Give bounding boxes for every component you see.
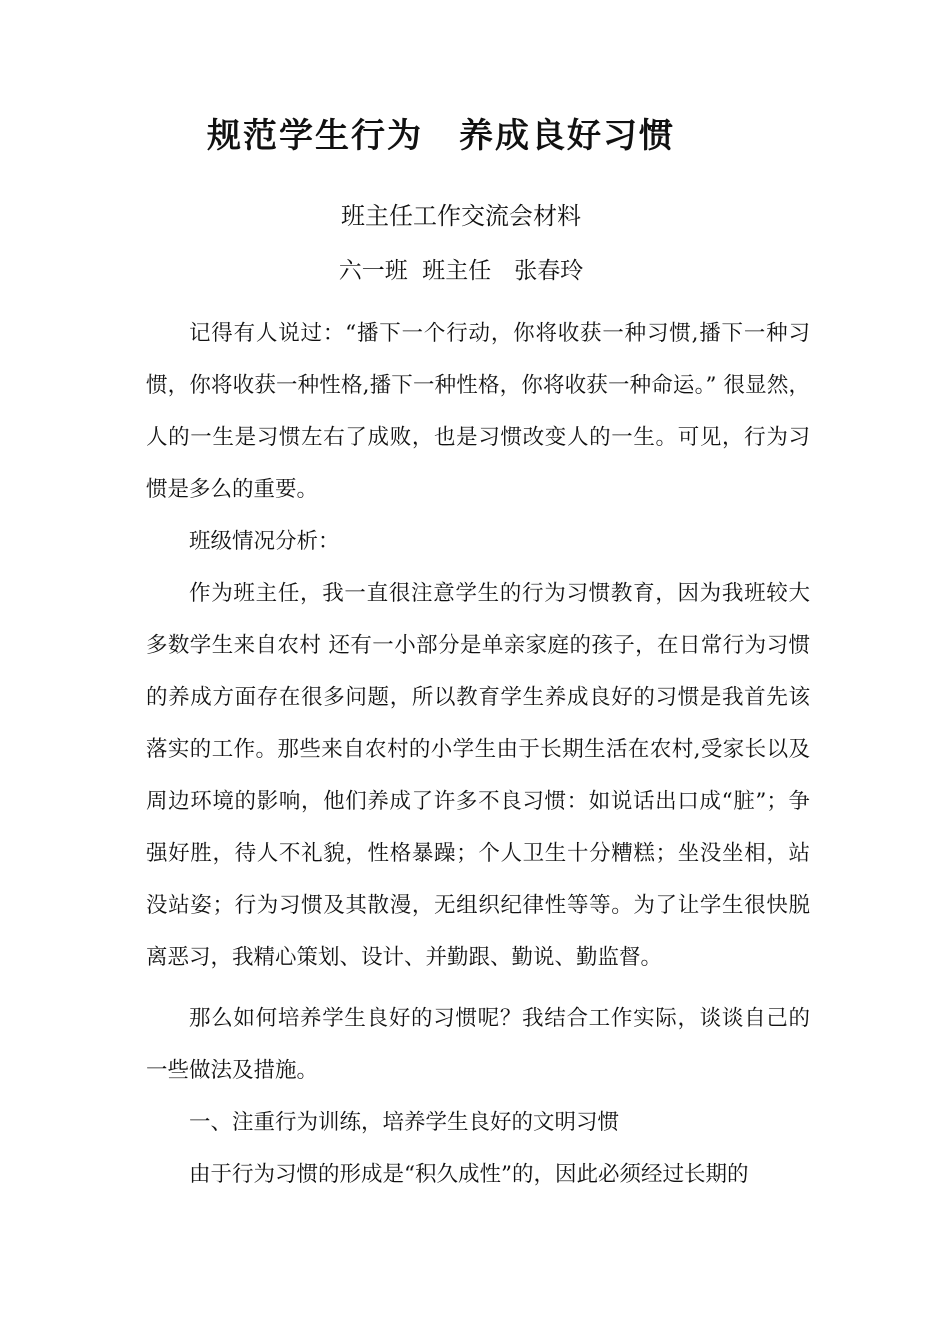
document-subtitle: 班主任工作交流会材料 — [341, 202, 581, 230]
section-heading-1: 一、注重行为训练，培养学生良好的文明习惯 — [189, 1110, 620, 1135]
paragraph-how-to: 那么如何培养学生良好的习惯呢？我结合工作实际，谈谈自己的一些做法及措施。 — [146, 1006, 810, 1083]
paragraph-intro: 记得有人说过：“播下一个行动，你将收获一种习惯,播下一种习惯，你将收获一种性格,播下一种性格，你将收获一种命运。” 很显然，人的一生是习惯左右了成败，也是习惯改变人的一生。可见，行为习惯是多么的重要。 — [146, 321, 810, 502]
document-title: 规范学生行为 养成良好习惯 — [207, 116, 675, 156]
document-body — [146, 308, 810, 1201]
paragraph-class-analysis: 作为班主任，我一直很注意学生的行为习惯教育，因为我班较大多数学生来自农村 还有一小部分是单亲家庭的孩子，在日常行为习惯的养成方面存在很多问题，所以教育学生养成良好的习惯是我首先该落实的工作。那些来自农村的小学生由于长期生活在农村,受家长以及周边环境的影响，他们养成了许多不良习惯：如说话出口成“脏”；争强好胜，待人不礼貌，性格暴躁；个人卫生十分糟糕；坐没坐相，站没站姿；行为习惯及其散漫，无组织纪律性等等。为了让学生很快脱离恶习，我精心策划、设计、并勤跟、勤说、勤监督。 — [146, 581, 810, 970]
paragraph-class-analysis-heading: 班级情况分析： — [189, 529, 340, 554]
paragraph-section-1: 由于行为习惯的形成是“积久成性”的，因此必须经过长期的 — [189, 1162, 749, 1187]
author-line: 六一班 班主任 张春玲 — [338, 258, 584, 284]
